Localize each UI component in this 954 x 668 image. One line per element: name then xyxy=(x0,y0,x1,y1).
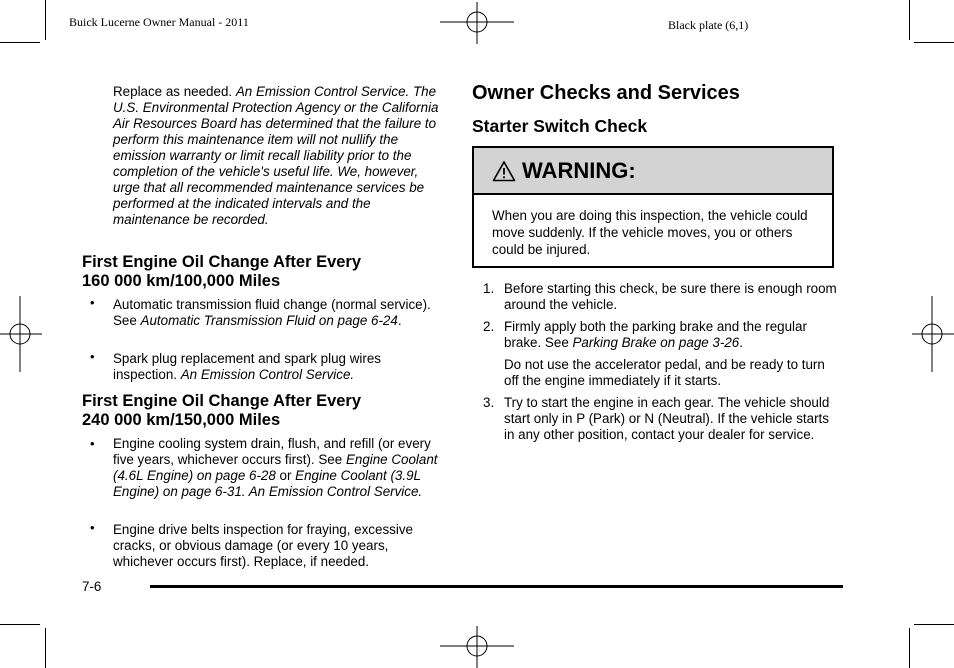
crop-mark xyxy=(0,624,40,625)
intro-italic-text: An Emission Control Service. The U.S. Environmental Protection Agency or the California Air Resources Board has determined that the failure to perform this maintenance item will not nullify the emission warranty or limit recall liability prior to the completion of the vehicle's useful life. We, however, urge that all recommended maintenance services be performed at the indicated intervals and the maintenance be recorded. xyxy=(113,84,439,227)
heading-line: First Engine Oil Change After Every xyxy=(82,392,362,410)
bullet-icon: • xyxy=(90,349,95,364)
crop-mark xyxy=(914,624,954,625)
bullet-icon: • xyxy=(90,436,95,451)
step-text: Try to start the engine in each gear. The vehicle should start only in P (Park) or N (Neutral). If the vehicle starts in any other position, contact your dealer for service. xyxy=(504,395,830,442)
warning-triangle-icon xyxy=(492,160,516,182)
intro-paragraph xyxy=(113,84,445,228)
step-text: Do not use the accelerator pedal, and be ready to turn off the engine immediately if it starts. xyxy=(504,357,825,388)
list-item xyxy=(483,319,843,351)
step-text xyxy=(504,319,843,351)
crop-mark xyxy=(909,628,910,668)
step-number: 1. xyxy=(483,281,495,296)
list-item xyxy=(113,522,445,570)
heading-line: 240 000 km/150,000 Miles xyxy=(82,411,281,429)
list-item-text: . xyxy=(397,313,402,328)
warning-text: When you are doing this inspection, the vehicle could move suddenly. If the vehicle moves, you or others could be injured. xyxy=(492,208,808,257)
step-text-part: . xyxy=(739,335,743,350)
step-text: Before starting this check, be sure there is enough room around the vehicle. xyxy=(504,281,837,312)
warning-box xyxy=(472,146,834,268)
cross-reference[interactable]: Parking Brake on page 3-26 xyxy=(572,335,740,350)
crop-mark xyxy=(909,0,910,40)
crop-mark xyxy=(45,628,46,668)
list-item xyxy=(113,297,443,329)
warning-title: WARNING: xyxy=(522,157,636,183)
crop-mark xyxy=(914,42,954,43)
cross-reference[interactable]: An Emission Control Service. xyxy=(180,367,355,382)
list-item xyxy=(483,357,843,389)
section-title: Starter Switch Check xyxy=(472,116,648,136)
page-title: Owner Checks and Services xyxy=(472,82,740,104)
section-heading-160k xyxy=(82,253,452,291)
crop-mark xyxy=(0,42,40,43)
warning-header xyxy=(474,148,832,195)
registration-mark-icon xyxy=(440,2,514,44)
list-item xyxy=(483,281,843,313)
list-item-text: Spark plug replacement and spark plug wires inspection. xyxy=(113,351,381,382)
step-number: 3. xyxy=(483,395,495,410)
bullet-icon: • xyxy=(90,295,95,310)
heading-line: 160 000 km/100,000 Miles xyxy=(82,272,281,290)
cross-reference[interactable]: Engine Coolant (4.6L Engine) on page 6-28 xyxy=(113,452,438,483)
registration-mark-icon xyxy=(440,626,514,668)
step-number: 2. xyxy=(483,319,495,334)
registration-mark-icon xyxy=(0,296,42,372)
crop-mark xyxy=(45,0,46,40)
header-manual-title: Buick Lucerne Owner Manual - 2011 xyxy=(69,15,249,29)
list-item-text: or xyxy=(275,468,296,483)
list-item-text: Engine drive belts inspection for fraying, excessive cracks, or obvious damage (or every 10 years, whichever occurs first). Replace, if needed. xyxy=(113,522,413,569)
list-item xyxy=(113,351,443,383)
list-item xyxy=(113,436,445,500)
section-heading-240k xyxy=(82,392,452,430)
list-item-text: Engine cooling system drain, flush, and refill (or every five years, whichever occurs first). See xyxy=(113,436,431,467)
step-text-part: Firmly apply both the parking brake and the regular brake. See xyxy=(504,319,807,350)
intro-text: Replace as needed. xyxy=(113,84,236,99)
list-item-text: Automatic transmission fluid change (normal service). See xyxy=(113,297,431,328)
registration-mark-icon xyxy=(912,296,954,372)
page-number: 7-6 xyxy=(82,579,102,594)
heading-line: First Engine Oil Change After Every xyxy=(82,253,362,271)
bullet-icon: • xyxy=(90,520,95,535)
list-item xyxy=(483,395,843,443)
cross-reference[interactable]: Automatic Transmission Fluid on page 6-24 xyxy=(140,313,398,328)
footer-rule xyxy=(150,585,843,588)
cross-reference[interactable]: Engine Coolant (3.9L Engine) on page 6-31. An Emission Control Service. xyxy=(113,468,423,499)
header-plate-label: Black plate (6,1) xyxy=(668,18,749,32)
